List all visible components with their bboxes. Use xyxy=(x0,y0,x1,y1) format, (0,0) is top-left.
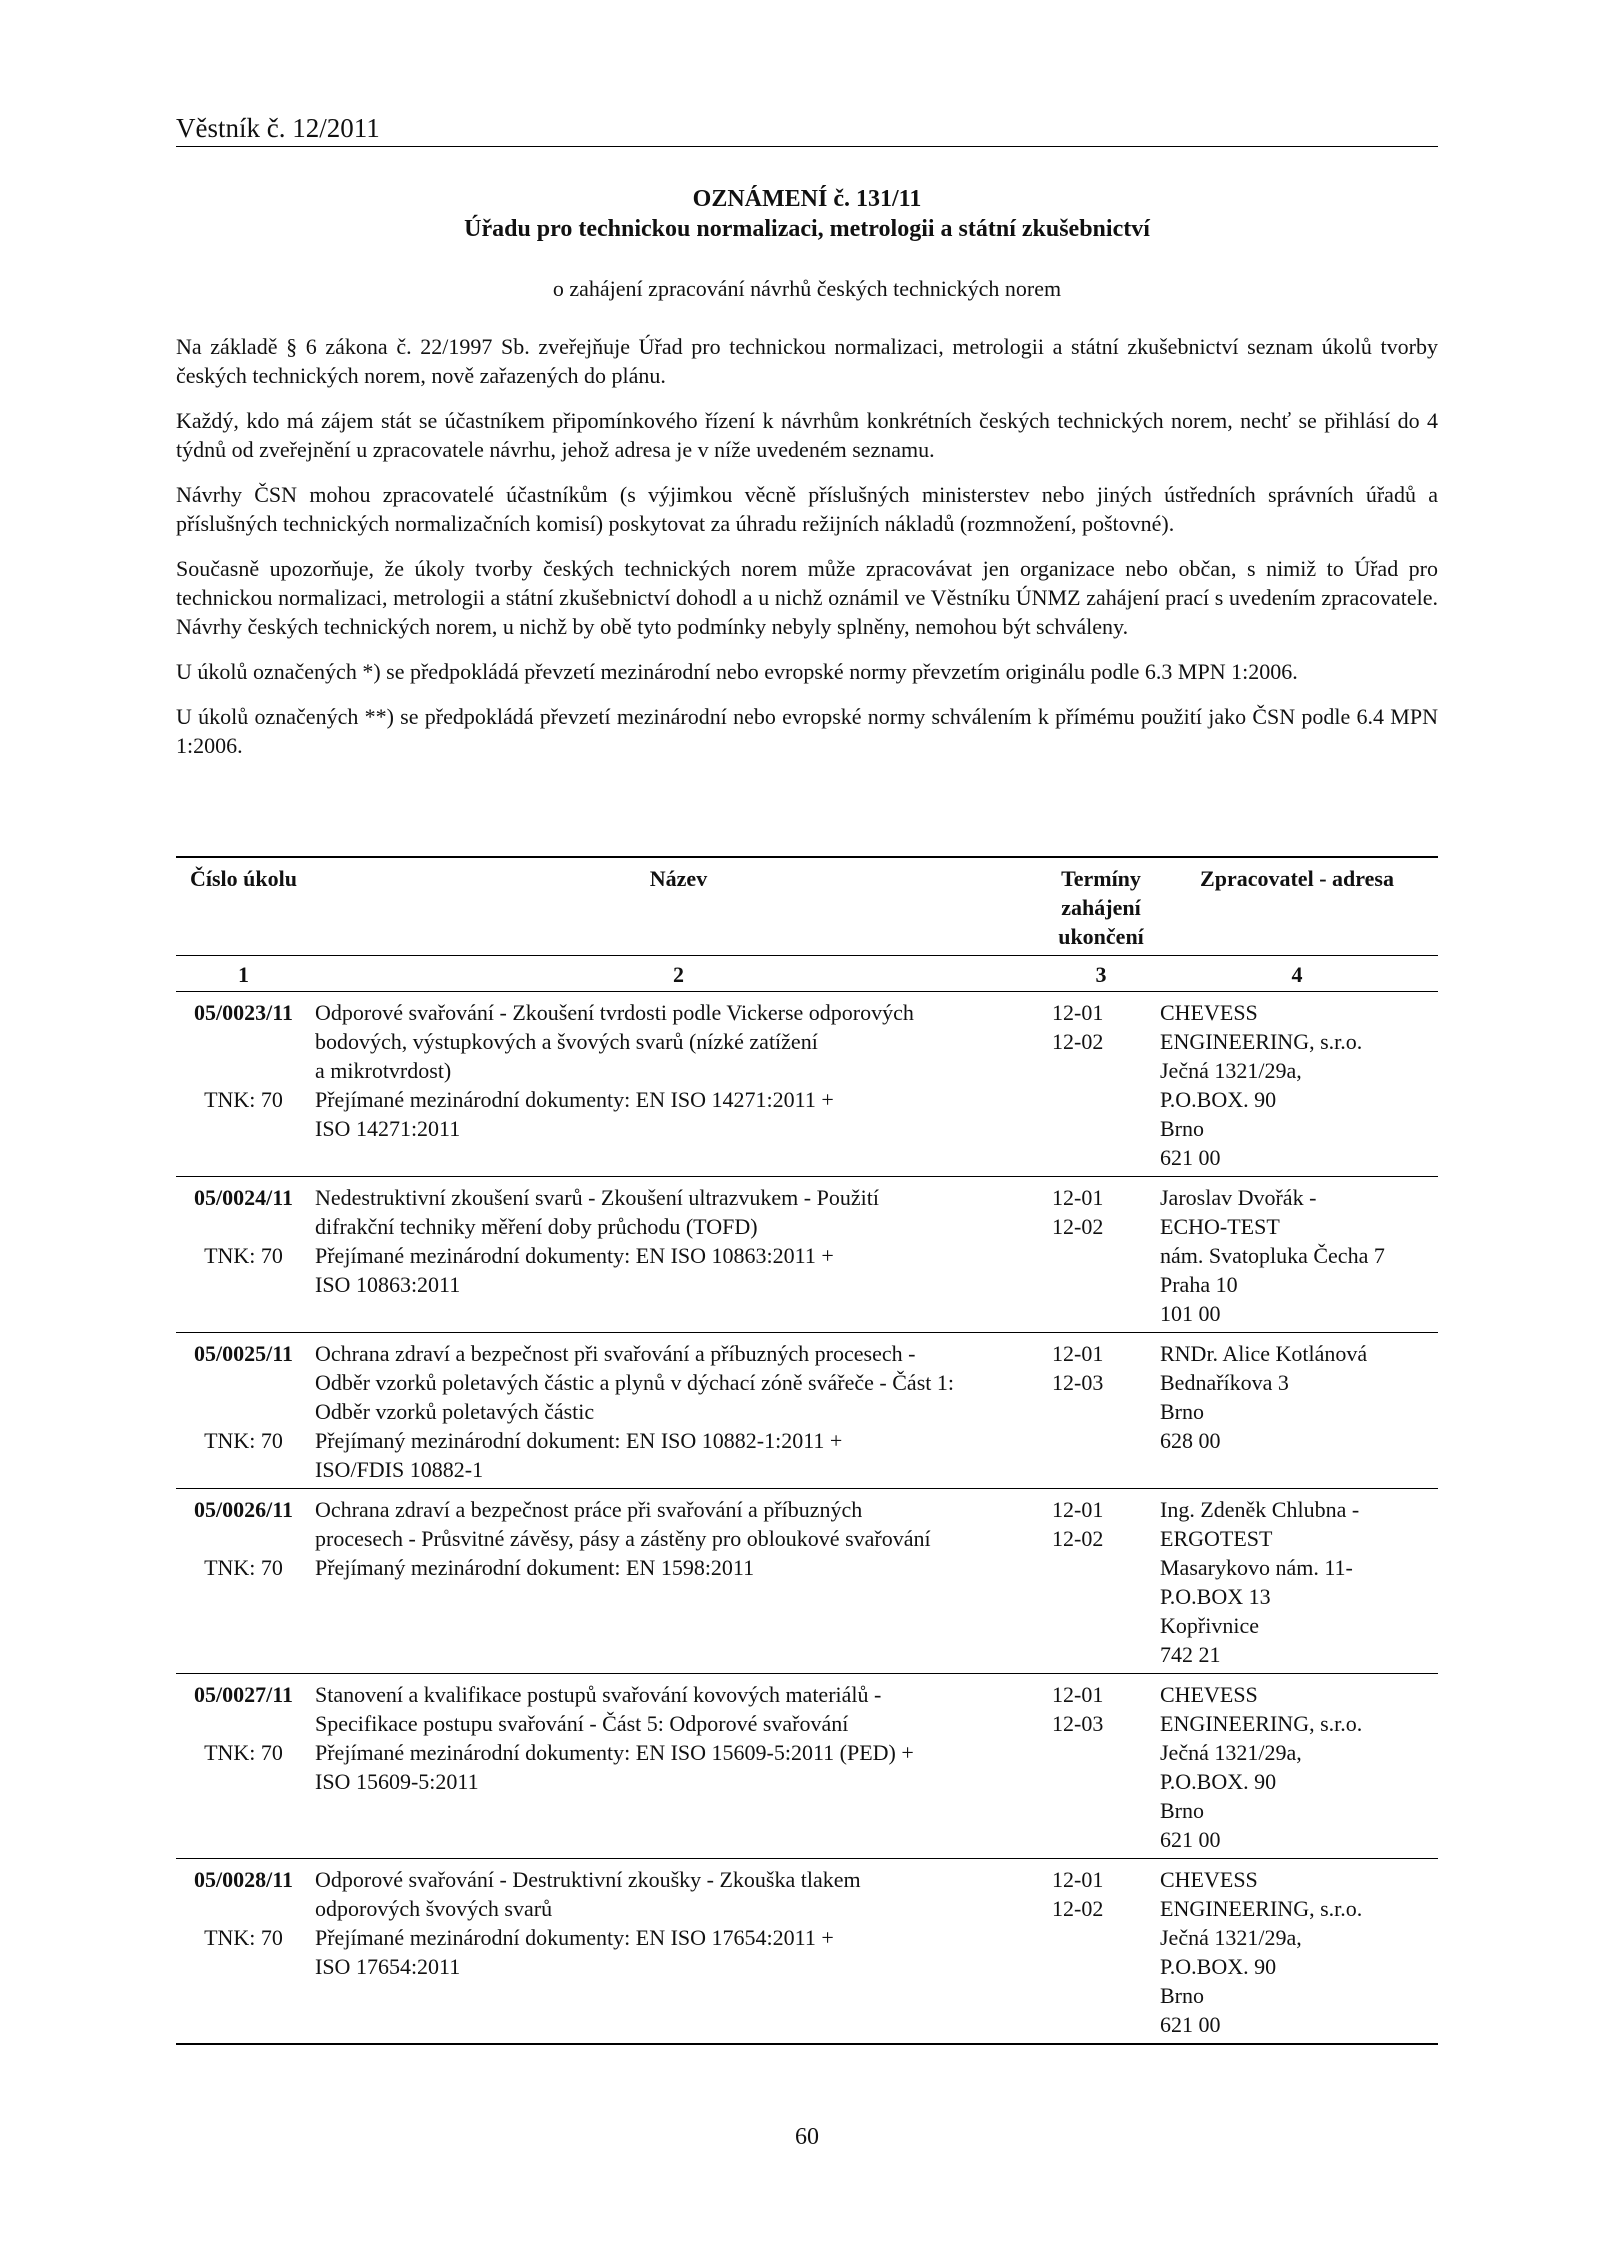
task-name-line: a mikrotvrdost) xyxy=(315,1058,452,1083)
processor-line: Ing. Zdeněk Chlubna - xyxy=(1160,1497,1360,1522)
term-start: 12-01 xyxy=(1052,1497,1104,1522)
processor-line: Brno xyxy=(1160,1798,1204,1823)
paragraph: Současně upozorňuje, že úkoly tvorby českých technických norem může zpracovávat jen organizace nebo občan, s nimiž to Úřad pro technickou normalizaci, metrologii a státní zkušebnictví dohodl a u nichž oznámil ve Věstníku ÚNMZ zahájení prací s uvedením zpracovatele. Návrhy českých technických norem, u nichž by obě tyto podmínky nebyly splněny, nemohou být schváleny. xyxy=(176,556,1438,639)
term-end: 12-02 xyxy=(1052,1526,1104,1551)
task-name-line: procesech - Průsvitné závěsy, pásy a zástěny pro obloukové svařování xyxy=(315,1526,931,1551)
header-name: Název xyxy=(311,857,1046,956)
processor-line: 628 00 xyxy=(1160,1428,1221,1453)
table-row xyxy=(176,1674,1438,1859)
processor-line: 621 00 xyxy=(1160,2012,1221,2037)
processor-cell xyxy=(1156,1489,1438,1674)
processor-line: Masarykovo nám. 11- xyxy=(1160,1555,1353,1580)
task-name-cell xyxy=(311,992,1046,1177)
processor-line: Praha 10 xyxy=(1160,1272,1238,1297)
spacer xyxy=(180,1709,307,1738)
task-number-cell xyxy=(176,1333,311,1489)
notice-body xyxy=(176,332,1438,776)
task-name-cell xyxy=(311,1177,1046,1333)
task-name-line: Přejímané mezinárodní dokumenty: EN ISO 15609-5:2011 (PED) + xyxy=(315,1740,914,1765)
term-start: 12-01 xyxy=(1052,1341,1104,1366)
table-column-numbers-row xyxy=(176,956,1438,992)
processor-line: ENGINEERING, s.r.o. xyxy=(1160,1711,1363,1736)
paragraph: Na základě § 6 zákona č. 22/1997 Sb. zveřejňuje Úřad pro technickou normalizaci, metrologii a státní zkušebnictví seznam úkolů tvorby českých technických norem, nově zařazených do plánu. xyxy=(176,334,1438,388)
spacer xyxy=(180,1397,307,1426)
terms-cell xyxy=(1046,992,1156,1177)
task-number: 05/0024/11 xyxy=(193,1185,293,1210)
task-number-cell xyxy=(176,1489,311,1674)
processor-line: Brno xyxy=(1160,1399,1204,1424)
processor-line: Ječná 1321/29a, xyxy=(1160,1925,1302,1950)
notice-intro: o zahájení zpracování návrhů českých technických norem xyxy=(552,276,1062,301)
terms-cell xyxy=(1046,1859,1156,2045)
paragraph: U úkolů označených **) se předpokládá převzetí mezinárodní nebo evropské normy schválením k přímému použití jako ČSN podle 6.4 MPN 1:2006. xyxy=(176,704,1438,758)
task-number-cell xyxy=(176,1859,311,2045)
task-number: 05/0023/11 xyxy=(193,1000,293,1025)
task-name-line: Přejímané mezinárodní dokumenty: EN ISO 14271:2011 + xyxy=(315,1087,834,1112)
spacer xyxy=(180,1056,307,1085)
journal-header: Věstník č. 12/2011 xyxy=(176,113,380,143)
header-terms xyxy=(1046,857,1156,956)
tnk-label: TNK: 70 xyxy=(204,1087,283,1112)
task-number: 05/0026/11 xyxy=(193,1497,293,1522)
processor-line: ENGINEERING, s.r.o. xyxy=(1160,1029,1363,1054)
processor-line: 621 00 xyxy=(1160,1145,1221,1170)
header-terms-line: Termíny xyxy=(1061,866,1141,891)
task-name-line: Přejímané mezinárodní dokumenty: EN ISO 10863:2011 + xyxy=(315,1243,834,1268)
processor-line: nám. Svatopluka Čecha 7 xyxy=(1160,1243,1385,1268)
tnk-label: TNK: 70 xyxy=(204,1428,283,1453)
spacer xyxy=(180,1368,307,1397)
processor-cell xyxy=(1156,992,1438,1177)
table-row xyxy=(176,1333,1438,1489)
task-name-line: Ochrana zdraví a bezpečnost práce při svařování a příbuzných xyxy=(315,1497,863,1522)
task-number: 05/0025/11 xyxy=(193,1341,293,1366)
terms-cell xyxy=(1046,1333,1156,1489)
table-body xyxy=(176,992,1438,2045)
task-name-line: Odběr vzorků poletavých částic xyxy=(315,1399,595,1424)
task-name-line: ISO 14271:2011 xyxy=(315,1116,461,1141)
column-number: 1 xyxy=(176,956,311,992)
paragraph: Návrhy ČSN mohou zpracovatelé účastníkům (s výjimkou věcně příslušných ministerstev nebo jiných ústředních správních úřadů a příslušných technických normalizačních komisí) poskytovat za úhradu režijních nákladů (rozmnožení, poštovné). xyxy=(176,482,1438,536)
header-terms-line: ukončení xyxy=(1058,924,1144,949)
term-start: 12-01 xyxy=(1052,1867,1104,1892)
task-number-cell xyxy=(176,1177,311,1333)
table-row xyxy=(176,992,1438,1177)
term-start: 12-01 xyxy=(1052,1682,1104,1707)
terms-cell xyxy=(1046,1489,1156,1674)
task-name-line: Odporové svařování - Destruktivní zkoušky - Zkouška tlakem xyxy=(315,1867,861,1892)
header-rule xyxy=(176,146,1438,147)
column-number: 2 xyxy=(311,956,1046,992)
table-header-row xyxy=(176,857,1438,956)
task-number: 05/0028/11 xyxy=(193,1867,293,1892)
term-start: 12-01 xyxy=(1052,1000,1104,1025)
task-name-cell xyxy=(311,1333,1046,1489)
task-number-cell xyxy=(176,1674,311,1859)
processor-line: Bednaříkova 3 xyxy=(1160,1370,1289,1395)
table-row xyxy=(176,1177,1438,1333)
processor-line: P.O.BOX. 90 xyxy=(1160,1087,1277,1112)
task-name-cell xyxy=(311,1674,1046,1859)
processor-line: Ječná 1321/29a, xyxy=(1160,1740,1302,1765)
task-name-line: Specifikace postupu svařování - Část 5: Odporové svařování xyxy=(315,1711,849,1736)
term-end: 12-03 xyxy=(1052,1370,1104,1395)
page-number: 60 xyxy=(795,2124,819,2150)
task-name-line: Přejímaný mezinárodní dokument: EN 1598:2011 xyxy=(315,1555,755,1580)
column-number: 4 xyxy=(1156,956,1438,992)
processor-line: CHEVESS xyxy=(1160,1867,1258,1892)
processor-line: ENGINEERING, s.r.o. xyxy=(1160,1896,1363,1921)
processor-line: P.O.BOX 13 xyxy=(1160,1584,1271,1609)
column-number: 3 xyxy=(1046,956,1156,992)
table-row xyxy=(176,1489,1438,1674)
processor-cell xyxy=(1156,1859,1438,2045)
task-name-line: Odběr vzorků poletavých částic a plynů v dýchací zóně svářeče - Část 1: xyxy=(315,1370,954,1395)
spacer xyxy=(180,1524,307,1553)
paragraph: U úkolů označených *) se předpokládá převzetí mezinárodní nebo evropské normy převzetím originálu podle 6.3 MPN 1:2006. xyxy=(176,659,1298,684)
task-name-line: odporových švových svarů xyxy=(315,1896,553,1921)
task-name-line: ISO/FDIS 10882-1 xyxy=(315,1457,484,1482)
term-start: 12-01 xyxy=(1052,1185,1104,1210)
notice-title: OZNÁMENÍ č. 131/11 xyxy=(692,186,922,212)
tnk-label: TNK: 70 xyxy=(204,1555,283,1580)
processor-line: ERGOTEST xyxy=(1160,1526,1273,1551)
task-name-cell xyxy=(311,1859,1046,2045)
term-end: 12-02 xyxy=(1052,1214,1104,1239)
terms-cell xyxy=(1046,1674,1156,1859)
processor-line: CHEVESS xyxy=(1160,1000,1258,1025)
processor-line: P.O.BOX. 90 xyxy=(1160,1954,1277,1979)
task-name-cell xyxy=(311,1489,1046,1674)
task-name-line: Přejímané mezinárodní dokumenty: EN ISO 17654:2011 + xyxy=(315,1925,834,1950)
header-terms-line: zahájení xyxy=(1061,895,1141,920)
tnk-label: TNK: 70 xyxy=(204,1243,283,1268)
processor-line: P.O.BOX. 90 xyxy=(1160,1769,1277,1794)
processor-line: Jaroslav Dvořák - xyxy=(1160,1185,1317,1210)
task-name-line: Odporové svařování - Zkoušení tvrdosti podle Vickerse odporových xyxy=(315,1000,914,1025)
spacer xyxy=(180,1027,307,1056)
processor-line: Brno xyxy=(1160,1116,1204,1141)
processor-line: 742 21 xyxy=(1160,1642,1221,1667)
task-name-line: Ochrana zdraví a bezpečnost při svařování a příbuzných procesech - xyxy=(315,1341,916,1366)
task-name-line: Přejímaný mezinárodní dokument: EN ISO 10882-1:2011 + xyxy=(315,1428,843,1453)
task-number-cell xyxy=(176,992,311,1177)
term-end: 12-02 xyxy=(1052,1029,1104,1054)
tnk-label: TNK: 70 xyxy=(204,1925,283,1950)
task-name-line: ISO 10863:2011 xyxy=(315,1272,461,1297)
task-name-line: Nedestruktivní zkoušení svarů - Zkoušení ultrazvukem - Použití xyxy=(315,1185,879,1210)
tnk-label: TNK: 70 xyxy=(204,1740,283,1765)
processor-line: ECHO-TEST xyxy=(1160,1214,1280,1239)
processor-line: RNDr. Alice Kotlánová xyxy=(1160,1341,1368,1366)
processor-cell xyxy=(1156,1177,1438,1333)
task-name-line: Stanovení a kvalifikace postupů svařování kovových materiálů - xyxy=(315,1682,882,1707)
processor-line: Ječná 1321/29a, xyxy=(1160,1058,1302,1083)
table-row xyxy=(176,1859,1438,2045)
notice-subtitle: Úřadu pro technickou normalizaci, metrologii a státní zkušebnictví xyxy=(464,216,1150,242)
spacer xyxy=(180,1894,307,1923)
terms-cell xyxy=(1046,1177,1156,1333)
header-task-number: Číslo úkolu xyxy=(176,857,311,956)
term-end: 12-02 xyxy=(1052,1896,1104,1921)
task-name-line: ISO 17654:2011 xyxy=(315,1954,461,1979)
paragraph: Každý, kdo má zájem stát se účastníkem připomínkového řízení k návrhům konkrétních českých technických norem, nechť se přihlásí do 4 týdnů od zveřejnění u zpracovatele návrhu, jehož adresa je v níže uvedeném seznamu. xyxy=(176,408,1438,462)
spacer xyxy=(180,1212,307,1241)
processor-line: CHEVESS xyxy=(1160,1682,1258,1707)
task-number: 05/0027/11 xyxy=(193,1682,293,1707)
task-name-line: bodových, výstupkových a švových svarů (nízké zatížení xyxy=(315,1029,818,1054)
processor-cell xyxy=(1156,1674,1438,1859)
term-end: 12-03 xyxy=(1052,1711,1104,1736)
task-name-line: ISO 15609-5:2011 xyxy=(315,1769,479,1794)
processor-line: 101 00 xyxy=(1160,1301,1221,1326)
processor-line: Kopřivnice xyxy=(1160,1613,1259,1638)
header-processor: Zpracovatel - adresa xyxy=(1156,857,1438,956)
tasks-table xyxy=(176,856,1438,2045)
processor-cell xyxy=(1156,1333,1438,1489)
processor-line: Brno xyxy=(1160,1983,1204,2008)
task-name-line: difrakční techniky měření doby průchodu (TOFD) xyxy=(315,1214,758,1239)
processor-line: 621 00 xyxy=(1160,1827,1221,1852)
